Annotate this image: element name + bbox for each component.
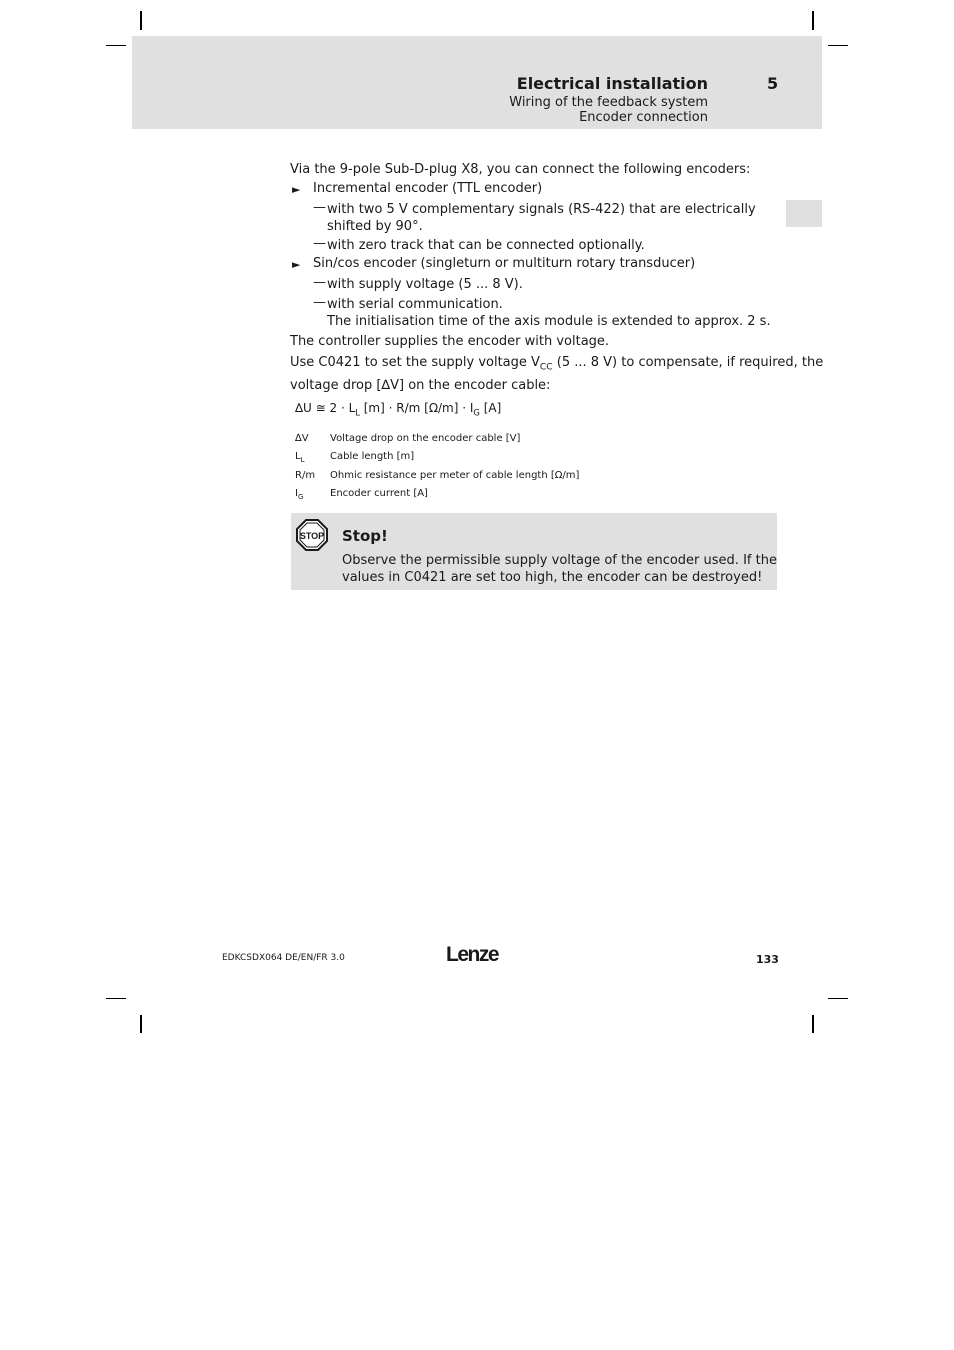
text-run: (5 ... 8 V) to compensate, if required, the	[552, 355, 824, 370]
legend-description: Encoder current [A]	[330, 488, 428, 499]
lenze-logo	[446, 941, 508, 965]
list-subitem	[327, 201, 756, 235]
subitem-line: The initialisation time of the axis module is extended to approx. 2 s.	[327, 314, 771, 329]
crop-mark	[140, 1015, 142, 1033]
legend-symbol: R/m	[295, 470, 316, 481]
list-item: Sin/cos encoder (singleturn or multiturn rotary transducer)	[313, 256, 696, 271]
symbol-text: L	[295, 451, 301, 462]
list-subitem: with supply voltage (5 ... 8 V).	[327, 277, 523, 292]
text-run: voltage drop [∆V] on the encoder cable:	[290, 377, 551, 393]
dash-icon: —	[313, 295, 326, 310]
section-title: Electrical installation	[516, 74, 708, 93]
symbol-text: I	[295, 488, 298, 499]
formula	[295, 401, 501, 417]
document-id: EDKCSDX064 DE/EN/FR 3.0	[222, 953, 345, 963]
dash-icon: —	[313, 236, 326, 251]
subsubsection-title: Encoder connection	[579, 110, 708, 125]
intro-paragraph: Via the 9-pole Sub-D-plug X8, you can connect the following encoders:	[290, 162, 751, 177]
chapter-tab	[786, 200, 822, 227]
subitem-line: with serial communication.	[327, 297, 503, 312]
legend-symbol	[295, 488, 303, 501]
subscript: CC	[539, 362, 553, 373]
crop-mark	[812, 1015, 814, 1033]
dash-icon: —	[313, 200, 326, 215]
subscript: G	[297, 493, 304, 501]
text-run: Use C0421 to set the supply voltage V	[290, 355, 540, 370]
crop-mark	[812, 11, 814, 30]
stop-sign-icon	[296, 519, 328, 551]
crop-mark	[106, 998, 126, 999]
crop-mark	[106, 45, 126, 46]
formula-part: ∆U ≅ 2 · L	[295, 401, 356, 415]
legend-symbol: ∆V	[295, 433, 309, 444]
legend-description: Ohmic resistance per meter of cable length [Ω/m]	[330, 470, 580, 481]
formula-part: [A]	[479, 401, 502, 415]
subscript: G	[473, 407, 480, 418]
logo-text: Lenze	[446, 943, 499, 965]
use-paragraph	[290, 354, 823, 394]
subitem-line: shifted by 90°.	[327, 219, 423, 234]
legend-description: Cable length [m]	[330, 451, 415, 462]
legend-symbol	[295, 451, 304, 464]
crop-mark	[828, 998, 848, 999]
subscript: L	[355, 407, 360, 418]
chapter-number: 5	[767, 74, 779, 93]
crop-mark	[140, 11, 142, 30]
stop-text-line: Observe the permissible supply voltage of the encoder used. If the	[342, 553, 777, 568]
subscript: L	[300, 456, 305, 464]
bullet-arrow-icon: ►	[292, 183, 301, 196]
subitem-line: with two 5 V complementary signals (RS-422) that are electrically	[327, 202, 756, 217]
stop-text	[342, 552, 777, 586]
crop-mark	[828, 45, 848, 46]
stop-text-line: values in C0421 are set too high, the encoder can be destroyed!	[342, 570, 763, 585]
page-number: 133	[756, 953, 779, 966]
stop-icon-label: STOP	[299, 531, 325, 541]
formula-part: [m] · R/m [Ω/m] · I	[359, 401, 474, 415]
bullet-arrow-icon: ►	[292, 258, 301, 271]
header-band	[132, 36, 822, 129]
dash-icon: —	[313, 275, 326, 290]
list-item: Incremental encoder (TTL encoder)	[313, 181, 543, 196]
stop-title: Stop!	[342, 527, 388, 545]
legend-description: Voltage drop on the encoder cable [V]	[330, 433, 521, 444]
list-subitem	[327, 296, 771, 330]
supply-paragraph: The controller supplies the encoder with voltage.	[290, 334, 610, 349]
subsection-title: Wiring of the feedback system	[509, 95, 708, 110]
list-subitem: with zero track that can be connected optionally.	[327, 238, 645, 253]
